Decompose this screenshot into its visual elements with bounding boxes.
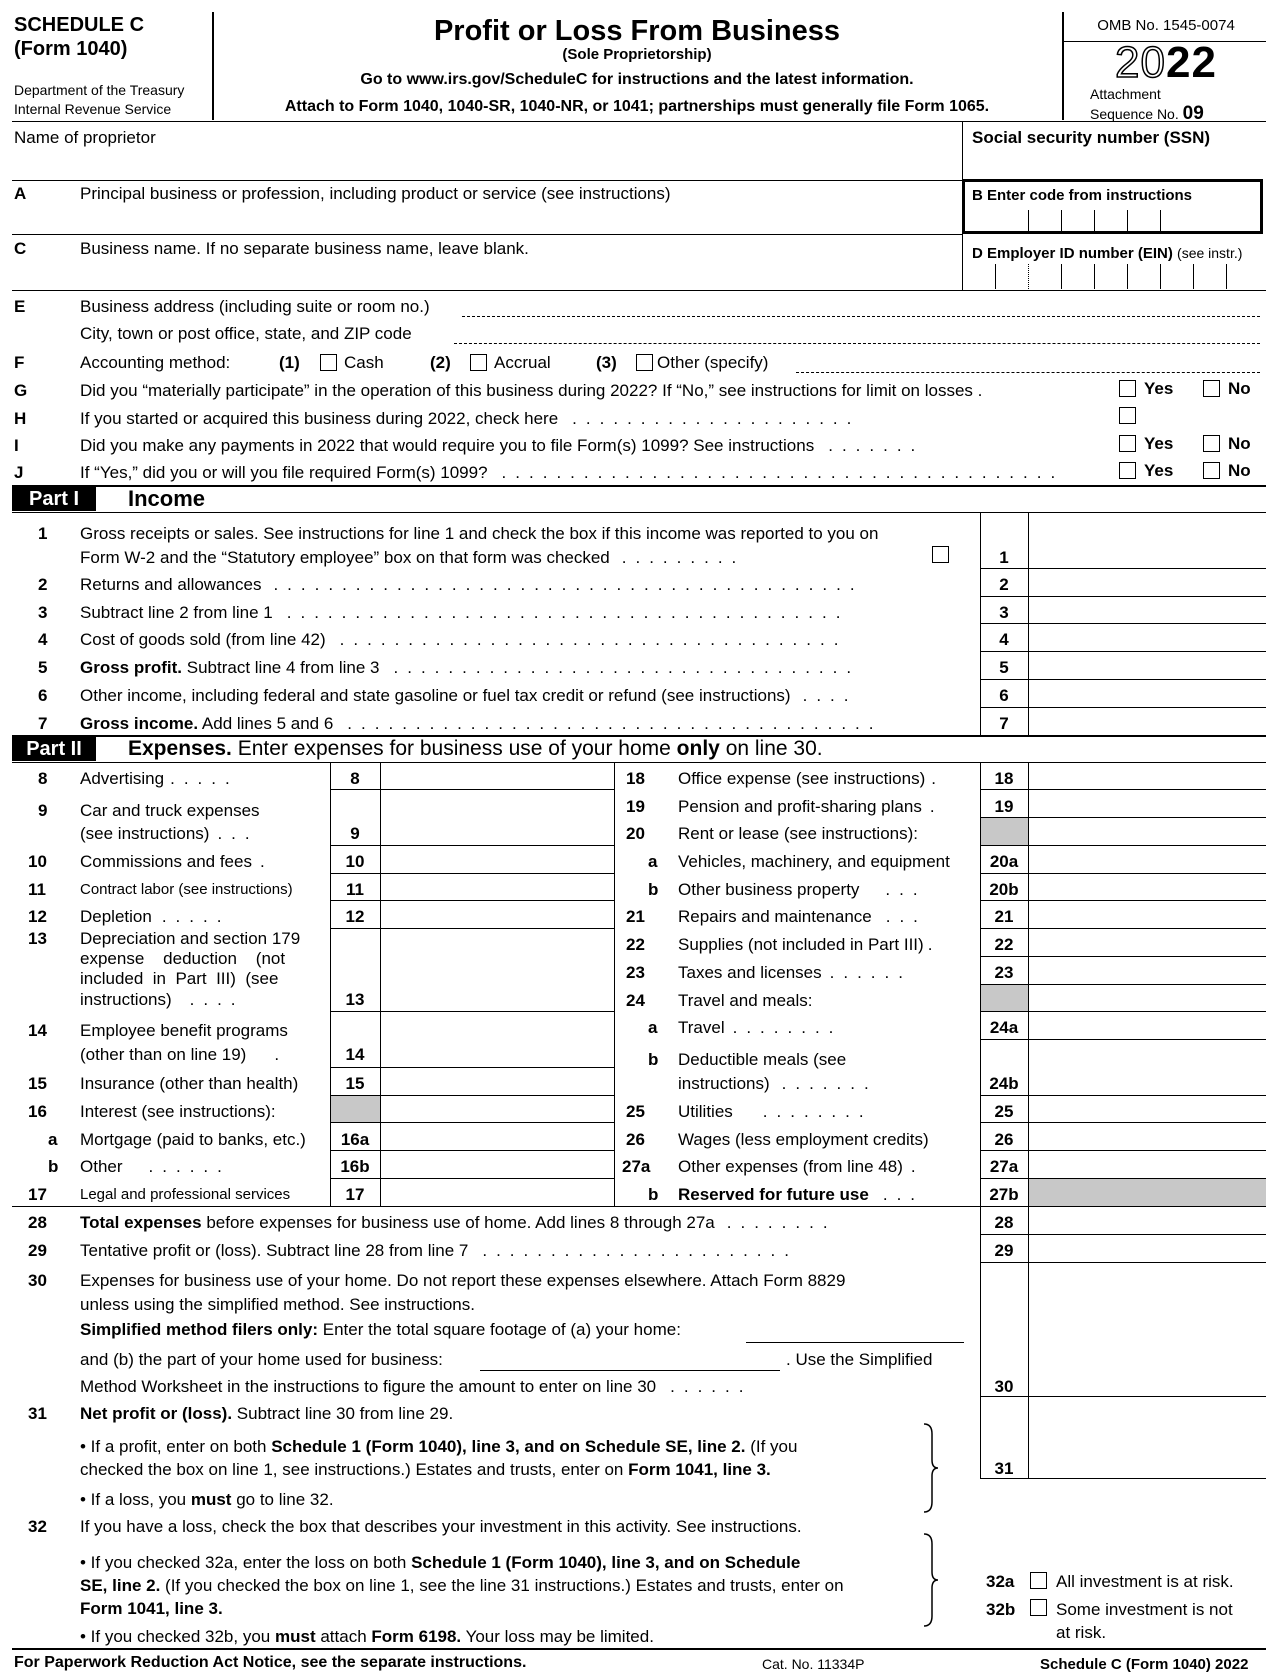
line-letter-h: H — [14, 409, 27, 428]
line-19-amount[interactable] — [1029, 790, 1265, 817]
form-title: Profit or Loss From Business — [433, 15, 841, 47]
line-30-number: 30 — [28, 1271, 47, 1290]
line-24a-box-label: 24a — [989, 1018, 1019, 1037]
g-yes-checkbox[interactable] — [1119, 380, 1136, 397]
line-19-text: Pension and profit-sharing plans . — [678, 797, 944, 816]
line-30-text-5: . Use the Simplified — [786, 1350, 933, 1369]
line-12-number: 12 — [28, 907, 47, 926]
business-address-label: Business address (including suite or room no.) — [80, 297, 430, 316]
line-9-box-label: 9 — [350, 824, 360, 843]
i-no-label: No — [1228, 434, 1251, 453]
line-8-number: 8 — [38, 769, 48, 788]
line-5-text: Gross profit. Subtract line 4 from line 3 .................................. — [80, 658, 861, 677]
j-yes-checkbox[interactable] — [1119, 462, 1136, 479]
line-30-text-4: and (b) the part of your home used for business: — [80, 1350, 443, 1369]
line-16a-amount[interactable] — [381, 1123, 613, 1150]
line-6-box-label: 6 — [999, 686, 1009, 705]
line-letter-e: E — [14, 297, 26, 316]
i-yes-checkbox[interactable] — [1119, 435, 1136, 452]
line-10-amount[interactable] — [381, 846, 613, 873]
line-letter-j: J — [14, 463, 24, 482]
line-28-text: Total expenses before expenses for business use of home. Add lines 8 through 27a ........ — [80, 1213, 837, 1232]
line-4-box-label: 4 — [999, 630, 1009, 649]
catalog-number: Cat. No. 11334P — [762, 1656, 865, 1672]
some-at-risk-text-2: at risk. — [1056, 1623, 1107, 1642]
line-30-text-3: Simplified method filers only: Enter the total square footage of (a) your home: — [80, 1320, 681, 1339]
line-2-amount[interactable] — [1029, 569, 1265, 596]
line-31-amount[interactable] — [1029, 1397, 1265, 1478]
line-6-number: 6 — [38, 686, 48, 705]
line-12-box-label: 12 — [345, 907, 365, 926]
business-sqft-field[interactable] — [480, 1370, 780, 1371]
line-32-text: If you have a loss, check the box that describes your investment in this activity. See instructions. — [80, 1517, 802, 1536]
schedule-label: SCHEDULE C — [14, 14, 145, 36]
line-21-number: 21 — [626, 907, 645, 926]
line-7-box-label: 7 — [999, 714, 1009, 733]
line-32-text-2: • If you checked 32a, enter the loss on both Schedule 1 (Form 1040), line 3, and on Schedule — [80, 1553, 801, 1572]
business-code-field[interactable] — [1027, 208, 1187, 231]
line-20a-letter: a — [648, 852, 658, 871]
line-7-amount[interactable] — [1029, 708, 1265, 735]
line-16b-box-label: 16b — [340, 1157, 370, 1176]
ssn-label: Social security number (SSN) — [972, 128, 1211, 147]
line-20-text: Rent or lease (see instructions): — [678, 824, 918, 843]
line-20-number: 20 — [626, 824, 645, 843]
line-1-box-label: 1 — [999, 548, 1009, 567]
i-yes-label: Yes — [1144, 434, 1174, 453]
attach-note: Attach to Form 1040, 1040-SR, 1040-NR, or 1041; partnerships must generally file Form 1065. — [284, 98, 990, 115]
line-24a-amount[interactable] — [1029, 1012, 1265, 1039]
line-1-number: 1 — [38, 524, 48, 543]
line-24-shaded — [981, 985, 1028, 1011]
g-no-label: No — [1228, 379, 1251, 398]
line-5-amount[interactable] — [1029, 652, 1265, 679]
line-27a-amount[interactable] — [1029, 1151, 1265, 1178]
part-1-title: Income — [128, 486, 206, 511]
ssn-field[interactable] — [965, 148, 1265, 178]
line-31-number: 31 — [28, 1404, 47, 1423]
attachment-label: Attachment — [1090, 86, 1161, 102]
line-4-number: 4 — [38, 630, 48, 649]
line-4-text: Cost of goods sold (from line 42) ..................................... — [80, 630, 848, 649]
line-1-amount[interactable] — [1029, 513, 1265, 568]
line-letter-c: C — [14, 239, 27, 258]
cash-checkbox[interactable] — [320, 354, 337, 371]
line-24b-text: Deductible meals (see — [678, 1050, 847, 1069]
line-30-text-2: unless using the simplified method. See instructions. — [80, 1295, 475, 1314]
tax-year: 2022 — [1115, 38, 1217, 87]
line-7-text: Gross income. Add lines 5 and 6 ....................................... — [80, 714, 883, 733]
line-24b-box-label: 24b — [989, 1074, 1019, 1093]
line-16a-letter: a — [48, 1130, 58, 1149]
line-3-number: 3 — [38, 603, 48, 622]
line-17-text: Legal and professional services — [80, 1186, 291, 1203]
line-18-number: 18 — [626, 769, 645, 788]
line-6-text: Other income, including federal and state gasoline or fuel tax credit or refund (see instructions) .... — [80, 686, 858, 705]
file-1099-question: If “Yes,” did you or will you file required Form(s) 1099? ......................................... — [80, 463, 1065, 482]
line-32-text-5: • If you checked 32b, you must attach Form 6198. Your loss may be limited. — [80, 1627, 654, 1646]
line-30-box-label: 30 — [994, 1377, 1014, 1396]
line-8-box-label: 8 — [350, 769, 360, 788]
line-24a-text: Travel ........ — [678, 1018, 843, 1037]
line-23-amount[interactable] — [1029, 957, 1265, 984]
line-24b-amount[interactable] — [1029, 1040, 1265, 1095]
line-21-box-label: 21 — [994, 907, 1014, 926]
line-9-amount[interactable] — [381, 790, 613, 845]
line-letter-i: I — [14, 436, 19, 455]
line-26-number: 26 — [626, 1130, 645, 1149]
line-25-number: 25 — [626, 1102, 645, 1121]
name-field[interactable] — [14, 148, 954, 178]
material-participation-question: Did you “materially participate” in the operation of this business during 2022? If “No,” see instructions for limit on losses . — [80, 381, 992, 400]
line-28-number: 28 — [28, 1213, 47, 1232]
line-15-number: 15 — [28, 1074, 47, 1093]
i-no-checkbox[interactable] — [1203, 435, 1220, 452]
line-28-amount[interactable] — [1029, 1207, 1265, 1234]
line-14-number: 14 — [28, 1021, 47, 1040]
j-no-label: No — [1228, 461, 1251, 480]
cash-label: Cash — [344, 353, 384, 372]
option-2-num: (2) — [430, 353, 451, 372]
line-13-box-label: 13 — [345, 990, 365, 1009]
line-3-box-label: 3 — [999, 603, 1009, 622]
other-method-label: Other (specify) — [657, 353, 769, 372]
line-13-text-3: included in Part III) (see — [80, 969, 279, 988]
business-address-field[interactable] — [462, 316, 1260, 317]
other-method-field[interactable] — [796, 372, 1260, 373]
line-25-box-label: 25 — [994, 1102, 1014, 1121]
line-letter-a: A — [14, 184, 27, 203]
option-1-num: (1) — [279, 353, 300, 372]
line-16b-letter: b — [48, 1157, 59, 1176]
line-30-text-6: Method Worksheet in the instructions to figure the amount to enter on line 30 ...... — [80, 1377, 753, 1396]
line-22-number: 22 — [626, 935, 645, 954]
line-6-amount[interactable] — [1029, 680, 1265, 707]
started-business-question: If you started or acquired this business during 2022, check here ..................... — [80, 409, 861, 428]
line-31-text-3: checked the box on line 1, see instructions.) Estates and trusts, enter on Form 1041, line 3. — [80, 1460, 771, 1479]
line-30-text: Expenses for business use of your home. Do not report these expenses elsewhere. Attach Form 8829 — [80, 1271, 846, 1290]
line-13-text-2: expense deduction (not — [80, 949, 286, 968]
some-at-risk-text: Some investment is not — [1056, 1600, 1233, 1619]
line-13-number: 13 — [28, 929, 47, 948]
line-29-text: Tentative profit or (loss). Subtract line 28 from line 7 ....................... — [80, 1241, 798, 1260]
line-14-text: Employee benefit programs — [80, 1021, 288, 1040]
instructions-url: Go to www.irs.gov/ScheduleC for instructions and the latest information. — [360, 71, 914, 88]
all-at-risk-text: All investment is at risk. — [1056, 1572, 1234, 1591]
line-26-amount[interactable] — [1029, 1123, 1265, 1150]
line-2-text: Returns and allowances ........................................... — [80, 575, 864, 594]
line-23-number: 23 — [626, 963, 645, 982]
business-name-field[interactable] — [78, 259, 958, 287]
line-16a-box-label: 16a — [340, 1130, 370, 1149]
line-20-shaded — [981, 818, 1028, 845]
line-31-text-2: • If a profit, enter on both Schedule 1 (Form 1040), line 3, and on Schedule SE, line 2. (If you — [80, 1437, 798, 1456]
line-13-text-4: instructions) .... — [80, 990, 245, 1009]
line-12-text: Depletion ..... — [80, 907, 231, 926]
line-16b-text: Other ...... — [80, 1157, 231, 1176]
line-24-number: 24 — [626, 991, 645, 1010]
line-9-number: 9 — [38, 801, 48, 820]
part-2-title: Expenses. Enter expenses for business use of your home only on line 30. — [128, 737, 823, 760]
line-20a-box-label: 20a — [989, 852, 1019, 871]
other-method-checkbox[interactable] — [636, 354, 653, 371]
line-32a-label: 32a — [986, 1572, 1015, 1591]
line-32-text-4: Form 1041, line 3. — [80, 1599, 223, 1618]
line-10-text: Commissions and fees . — [80, 852, 274, 871]
line-8-amount[interactable] — [381, 763, 613, 789]
line-5-box-label: 5 — [999, 658, 1009, 677]
line-32-text-3: SE, line 2. (If you checked the box on line 1, see the line 31 instructions.) Estates and trusts, enter on — [80, 1576, 844, 1595]
line-11-number: 11 — [28, 880, 46, 899]
line-17-number: 17 — [28, 1185, 47, 1204]
line-1-text: Gross receipts or sales. See instructions for line 1 and check the box if this income was reported to you on — [80, 524, 879, 543]
line-21-amount[interactable] — [1029, 901, 1265, 928]
line-16-shaded — [331, 1096, 380, 1122]
line-20b-letter: b — [648, 880, 659, 899]
line-12-amount[interactable] — [381, 901, 613, 928]
j-yes-label: Yes — [1144, 461, 1174, 480]
line-8-text: Advertising ..... — [80, 769, 239, 788]
option-3-num: (3) — [596, 353, 617, 372]
line-14-text-2: (other than on line 19) . — [80, 1045, 289, 1064]
line-19-number: 19 — [626, 797, 645, 816]
ein-label: D Employer ID number (EIN) (see instr.) — [972, 245, 1243, 262]
g-no-checkbox[interactable] — [1203, 380, 1220, 397]
line-29-box-label: 29 — [994, 1241, 1014, 1260]
line-letter-f: F — [14, 353, 25, 372]
line-3-text: Subtract line 2 from line 1 ......................................... — [80, 603, 850, 622]
line-23-box-label: 23 — [994, 963, 1014, 982]
line-15-amount[interactable] — [381, 1068, 613, 1095]
line-32b-label: 32b — [986, 1600, 1016, 1619]
line-9-text: Car and truck expenses — [80, 801, 260, 820]
accrual-checkbox[interactable] — [470, 354, 487, 371]
line-30-amount[interactable] — [1029, 1263, 1265, 1396]
line-14-box-label: 14 — [345, 1045, 365, 1064]
line-20b-amount[interactable] — [1029, 874, 1265, 900]
some-at-risk-checkbox[interactable] — [1030, 1599, 1047, 1616]
line-31-box-label: 31 — [994, 1459, 1014, 1478]
line-24b-text-2: instructions) ....... — [678, 1074, 878, 1093]
line-4-amount[interactable] — [1029, 624, 1265, 651]
ein-field[interactable] — [964, 263, 1264, 289]
line-10-box-label: 10 — [345, 852, 365, 871]
j-no-checkbox[interactable] — [1203, 462, 1220, 479]
business-code-label: B Enter code from instructions — [972, 187, 1193, 204]
line-27b-shaded — [1029, 1179, 1266, 1206]
line-20b-box-label: 20b — [989, 880, 1019, 899]
city-state-zip-label: City, town or post office, state, and ZIP code — [80, 324, 412, 343]
line-14-amount[interactable] — [381, 1012, 613, 1067]
part-1-tag: Part I — [12, 487, 96, 511]
dept-irs: Internal Revenue Service — [14, 101, 172, 117]
line-21-text: Repairs and maintenance ... — [678, 907, 927, 926]
line-32-number: 32 — [28, 1517, 47, 1536]
line-24b-letter: b — [648, 1050, 659, 1069]
dept-treasury: Department of the Treasury — [14, 82, 185, 98]
line-11-text: Contract labor (see instructions) — [80, 881, 293, 898]
line-20a-amount[interactable] — [1029, 846, 1265, 873]
paperwork-notice: For Paperwork Reduction Act Notice, see the separate instructions. — [14, 1654, 527, 1671]
line-22-box-label: 22 — [994, 935, 1014, 954]
line-27a-text: Other expenses (from line 48) . — [678, 1157, 925, 1176]
line-16a-text: Mortgage (paid to banks, etc.) — [80, 1130, 306, 1149]
statutory-employee-checkbox[interactable] — [932, 546, 949, 563]
line-20b-text: Other business property ... — [678, 880, 927, 899]
line-25-text: Utilities ........ — [678, 1102, 873, 1121]
line-29-amount[interactable] — [1029, 1235, 1265, 1262]
line-15-box-label: 15 — [345, 1074, 365, 1093]
line-11-amount[interactable] — [381, 874, 613, 900]
line-18-box-label: 18 — [994, 769, 1014, 788]
line-22-amount[interactable] — [1029, 929, 1265, 956]
name-label: Name of proprietor — [14, 128, 156, 147]
line-letter-g: G — [14, 381, 28, 400]
footer-form-id: Schedule C (Form 1040) 2022 — [1040, 1656, 1249, 1673]
line-16-text: Interest (see instructions): — [80, 1102, 276, 1121]
line-31-text-4: • If a loss, you must go to line 32. — [80, 1490, 334, 1509]
line-17-box-label: 17 — [345, 1185, 365, 1204]
line-10-number: 10 — [28, 852, 47, 871]
line-13-text: Depreciation and section 179 — [80, 929, 301, 948]
line-2-box-label: 2 — [999, 575, 1009, 594]
accrual-label: Accrual — [494, 353, 551, 372]
line-28-box-label: 28 — [994, 1213, 1014, 1232]
line-24a-letter: a — [648, 1018, 658, 1037]
form-label: (Form 1040) — [14, 38, 128, 60]
line-26-text: Wages (less employment credits) — [678, 1130, 929, 1149]
line-27b-letter: b — [648, 1185, 659, 1204]
line-16-number: 16 — [28, 1102, 47, 1121]
line-19-box-label: 19 — [994, 797, 1014, 816]
h-checkbox[interactable] — [1119, 407, 1136, 424]
line-18-amount[interactable] — [1029, 763, 1265, 789]
line-22-text: Supplies (not included in Part III) . — [678, 935, 942, 954]
g-yes-label: Yes — [1144, 379, 1174, 398]
omb-number: OMB No. 1545-0074 — [1097, 17, 1235, 34]
line-31-text: Net profit or (loss). Subtract line 30 from line 29. — [80, 1404, 454, 1423]
line-29-number: 29 — [28, 1241, 47, 1260]
line-13-amount[interactable] — [381, 929, 613, 1011]
line-27a-box-label: 27a — [989, 1157, 1019, 1176]
line-5-number: 5 — [38, 658, 48, 677]
form-1099-question: Did you make any payments in 2022 that would require you to file Form(s) 1099? See instructions ....... — [80, 436, 925, 455]
line-27a-number: 27a — [622, 1157, 651, 1176]
line-27b-box-label: 27b — [989, 1185, 1019, 1204]
city-state-zip-field[interactable] — [454, 343, 1260, 344]
line-27b-text: Reserved for future use ... — [678, 1185, 925, 1204]
line-15-text: Insurance (other than health) — [80, 1074, 299, 1093]
part-2-tag: Part II — [12, 737, 96, 761]
line-11-box-label: 11 — [346, 880, 364, 899]
line-1-text-2: Form W-2 and the “Statutory employee” box on that form was checked ......... — [80, 548, 746, 567]
line-16b-amount[interactable] — [381, 1151, 613, 1178]
line-3-amount[interactable] — [1029, 597, 1265, 623]
line-26-box-label: 26 — [994, 1130, 1014, 1149]
line-2-number: 2 — [38, 575, 48, 594]
principal-business-label: Principal business or profession, including product or service (see instructions) — [80, 184, 671, 203]
home-sqft-field[interactable] — [746, 1342, 964, 1343]
principal-business-field[interactable] — [78, 204, 958, 232]
accounting-method-label: Accounting method: — [80, 353, 231, 372]
line-31-brace-icon — [920, 1422, 940, 1514]
line-20a-text: Vehicles, machinery, and equipment — [678, 852, 950, 871]
line-23-text: Taxes and licenses ...... — [678, 963, 912, 982]
line-25-amount[interactable] — [1029, 1096, 1265, 1122]
line-7-number: 7 — [38, 714, 48, 733]
all-at-risk-checkbox[interactable] — [1030, 1572, 1047, 1589]
line-18-text: Office expense (see instructions) . — [678, 769, 945, 788]
form-subtitle: (Sole Proprietorship) — [562, 46, 712, 63]
line-17-amount[interactable] — [381, 1179, 613, 1206]
sequence-label: Sequence No. 09 — [1090, 103, 1204, 124]
line-24-text: Travel and meals: — [678, 991, 813, 1010]
line-9-text-2: (see instructions) ... — [80, 824, 259, 843]
business-name-label: Business name. If no separate business name, leave blank. — [80, 239, 529, 258]
line-32-brace-icon — [920, 1532, 940, 1628]
